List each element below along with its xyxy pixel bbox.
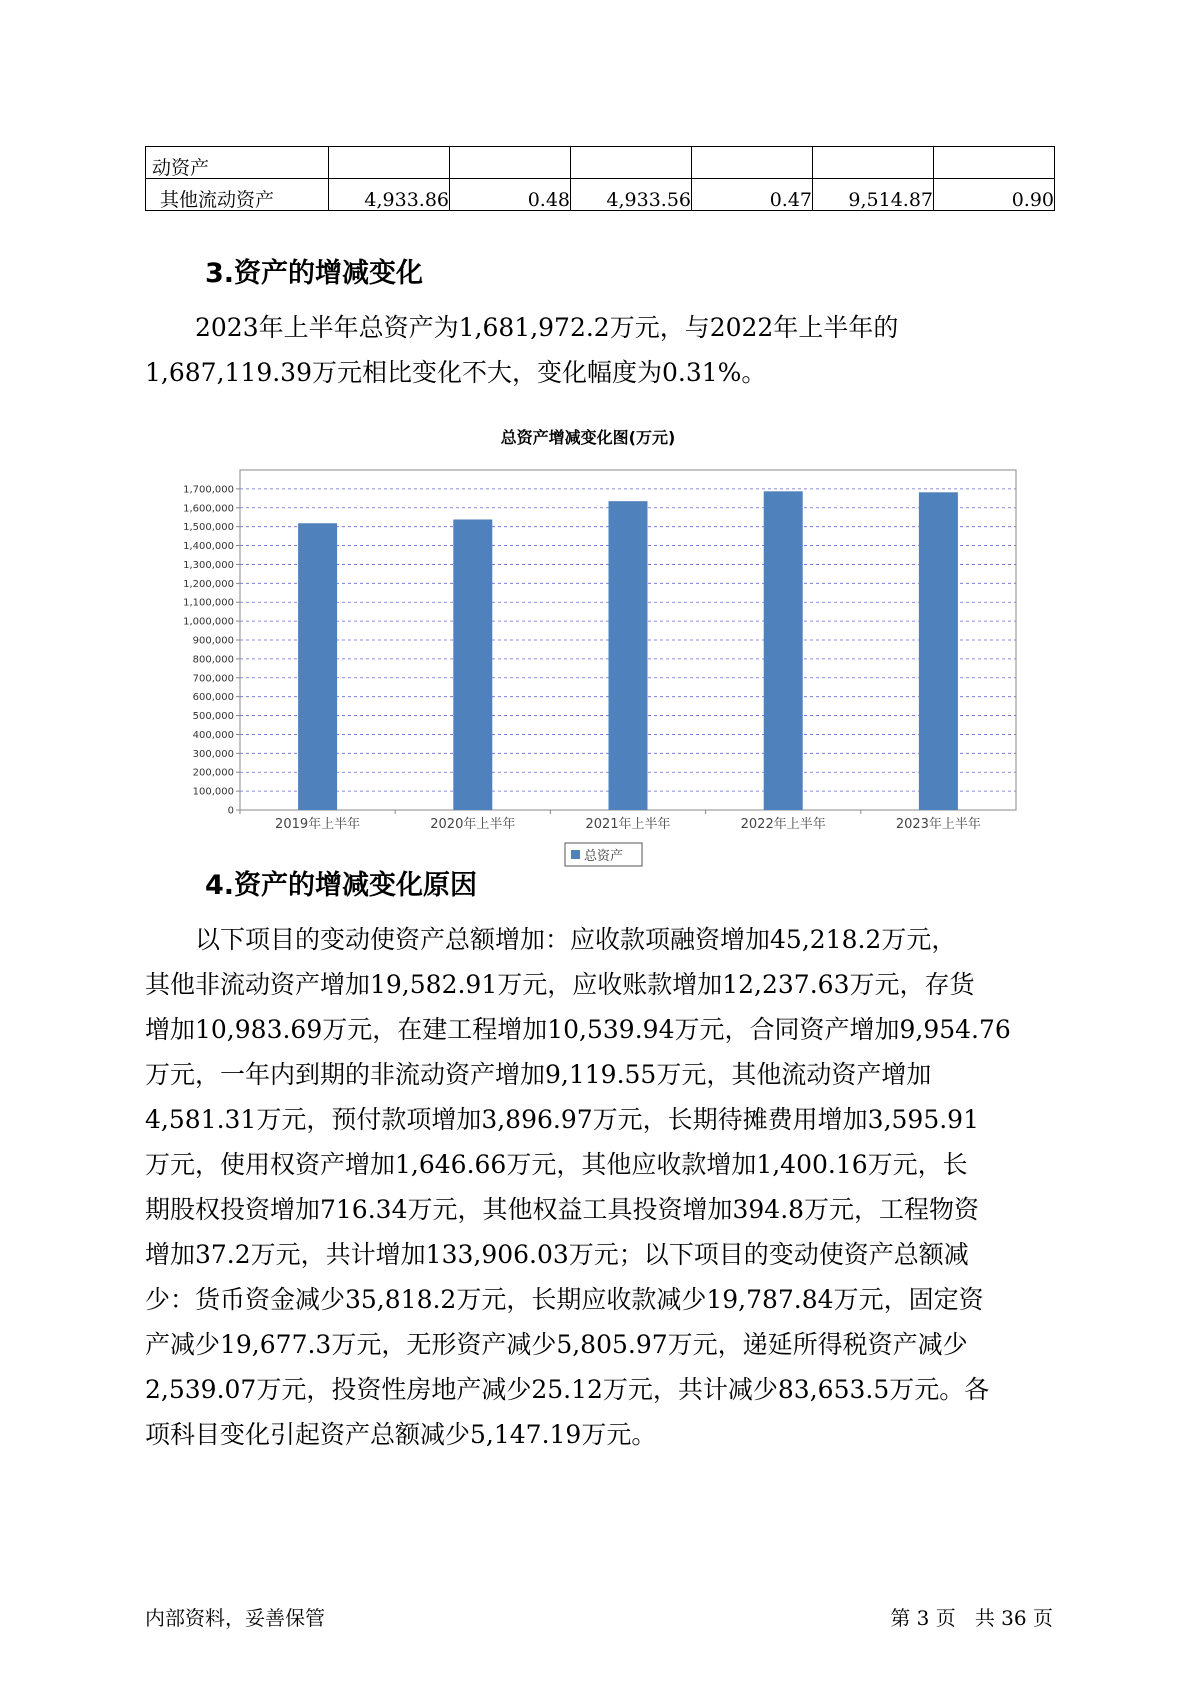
paragraph-line: 2023年上半年总资产为1,681,972.2万元，与2022年上半年的 bbox=[195, 313, 899, 342]
x-tick-label: 2023年上半年 bbox=[895, 817, 981, 832]
table-cell bbox=[329, 147, 450, 179]
table-cell-name: 其他流动资产 bbox=[146, 179, 329, 211]
table-cell: 0.47 bbox=[692, 179, 813, 211]
bar bbox=[919, 492, 958, 810]
footer-left: 内部资料，妥善保管 bbox=[145, 1606, 325, 1630]
bar bbox=[764, 491, 803, 810]
chart-title: 总资产增减变化图(万元) bbox=[500, 428, 676, 447]
y-tick-label: 1,500,000 bbox=[183, 522, 234, 534]
table-cell: 0.48 bbox=[450, 179, 571, 211]
y-tick-label: 300,000 bbox=[192, 748, 234, 760]
table-cell: 0.90 bbox=[934, 179, 1055, 211]
paragraph-line: 产减少19,677.3万元，无形资产减少5,805.97万元，递延所得税资产减少 bbox=[145, 1330, 968, 1359]
y-tick-label: 700,000 bbox=[192, 673, 234, 685]
x-axis bbox=[240, 810, 981, 832]
paragraph-line: 增加10,983.69万元，在建工程增加10,539.94万元，合同资产增加9,954.76 bbox=[145, 1015, 1011, 1044]
paragraph-line: 4,581.31万元，预付款项增加3,896.97万元，长期待摊费用增加3,595.91 bbox=[145, 1105, 979, 1134]
legend bbox=[565, 843, 642, 866]
section-paragraph bbox=[145, 305, 1053, 395]
paragraph-line: 以下项目的变动使资产总额增加：应收款项融资增加45,218.2万元， bbox=[195, 925, 957, 954]
paragraph-line: 万元，使用权资产增加1,646.66万元，其他应收款增加1,400.16万元，长 bbox=[145, 1150, 968, 1179]
total-assets-chart bbox=[160, 418, 1040, 878]
table-cell bbox=[934, 147, 1055, 179]
x-tick-label: 2022年上半年 bbox=[740, 817, 826, 832]
y-tick-label: 100,000 bbox=[192, 786, 234, 798]
y-tick-label: 1,200,000 bbox=[183, 578, 234, 590]
x-tick-label: 2021年上半年 bbox=[585, 817, 671, 832]
table-cell bbox=[571, 147, 692, 179]
y-tick-label: 1,100,000 bbox=[183, 597, 234, 609]
table-row bbox=[146, 179, 1055, 211]
bar bbox=[609, 501, 648, 810]
y-tick-label: 1,000,000 bbox=[183, 616, 234, 628]
paragraph-line: 万元，一年内到期的非流动资产增加9,119.55万元，其他流动资产增加 bbox=[145, 1060, 932, 1089]
y-tick-label: 1,700,000 bbox=[183, 484, 234, 496]
table-row bbox=[146, 147, 1055, 179]
footer-page-number: 第 3 页 共 36 页 bbox=[890, 1606, 1053, 1630]
table-cell: 4,933.86 bbox=[329, 179, 450, 211]
asset-table bbox=[145, 146, 1055, 211]
y-tick-label: 400,000 bbox=[192, 729, 234, 741]
y-tick-label: 800,000 bbox=[192, 654, 234, 666]
bar bbox=[298, 523, 337, 810]
bar bbox=[453, 519, 492, 810]
table-cell-name: 动资产 bbox=[146, 147, 329, 179]
table-cell bbox=[450, 147, 571, 179]
paragraph-line: 1,687,119.39万元相比变化不大，变化幅度为0.31%。 bbox=[145, 358, 767, 387]
paragraph-line: 2,539.07万元，投资性房地产减少25.12万元，共计减少83,653.5万元。各 bbox=[145, 1375, 990, 1404]
table-cell: 4,933.56 bbox=[571, 179, 692, 211]
y-tick-label: 600,000 bbox=[192, 692, 234, 704]
paragraph-line: 少：货币资金减少35,818.2万元，长期应收款减少19,787.84万元，固定资 bbox=[145, 1285, 984, 1314]
x-tick-label: 2019年上半年 bbox=[275, 817, 361, 832]
x-tick-label: 2020年上半年 bbox=[430, 817, 516, 832]
y-tick-label: 1,400,000 bbox=[183, 541, 234, 553]
legend-label: 总资产 bbox=[584, 849, 624, 864]
table-cell bbox=[692, 147, 813, 179]
section-heading: 4.资产的增减变化原因 bbox=[205, 870, 478, 901]
paragraph-line: 项科目变化引起资产总额减少5,147.19万元。 bbox=[145, 1420, 657, 1449]
table-cell: 9,514.87 bbox=[813, 179, 934, 211]
y-tick-label: 0 bbox=[227, 805, 234, 817]
y-tick-label: 200,000 bbox=[192, 767, 234, 779]
section-paragraph bbox=[145, 917, 1053, 1457]
table-cell bbox=[813, 147, 934, 179]
y-axis bbox=[183, 484, 240, 816]
y-tick-label: 900,000 bbox=[192, 635, 234, 647]
paragraph-line: 期股权投资增加716.34万元，其他权益工具投资增加394.8万元，工程物资 bbox=[145, 1195, 980, 1224]
paragraph-line: 其他非流动资产增加19,582.91万元，应收账款增加12,237.63万元，存货 bbox=[145, 970, 975, 999]
bar-series bbox=[298, 491, 958, 810]
y-tick-label: 1,600,000 bbox=[183, 503, 234, 515]
y-tick-label: 1,300,000 bbox=[183, 559, 234, 571]
y-tick-label: 500,000 bbox=[192, 711, 234, 723]
section-heading: 3.资产的增减变化 bbox=[205, 258, 424, 289]
paragraph-line: 增加37.2万元，共计增加133,906.03万元；以下项目的变动使资产总额减 bbox=[145, 1240, 969, 1269]
legend-swatch bbox=[571, 850, 580, 859]
